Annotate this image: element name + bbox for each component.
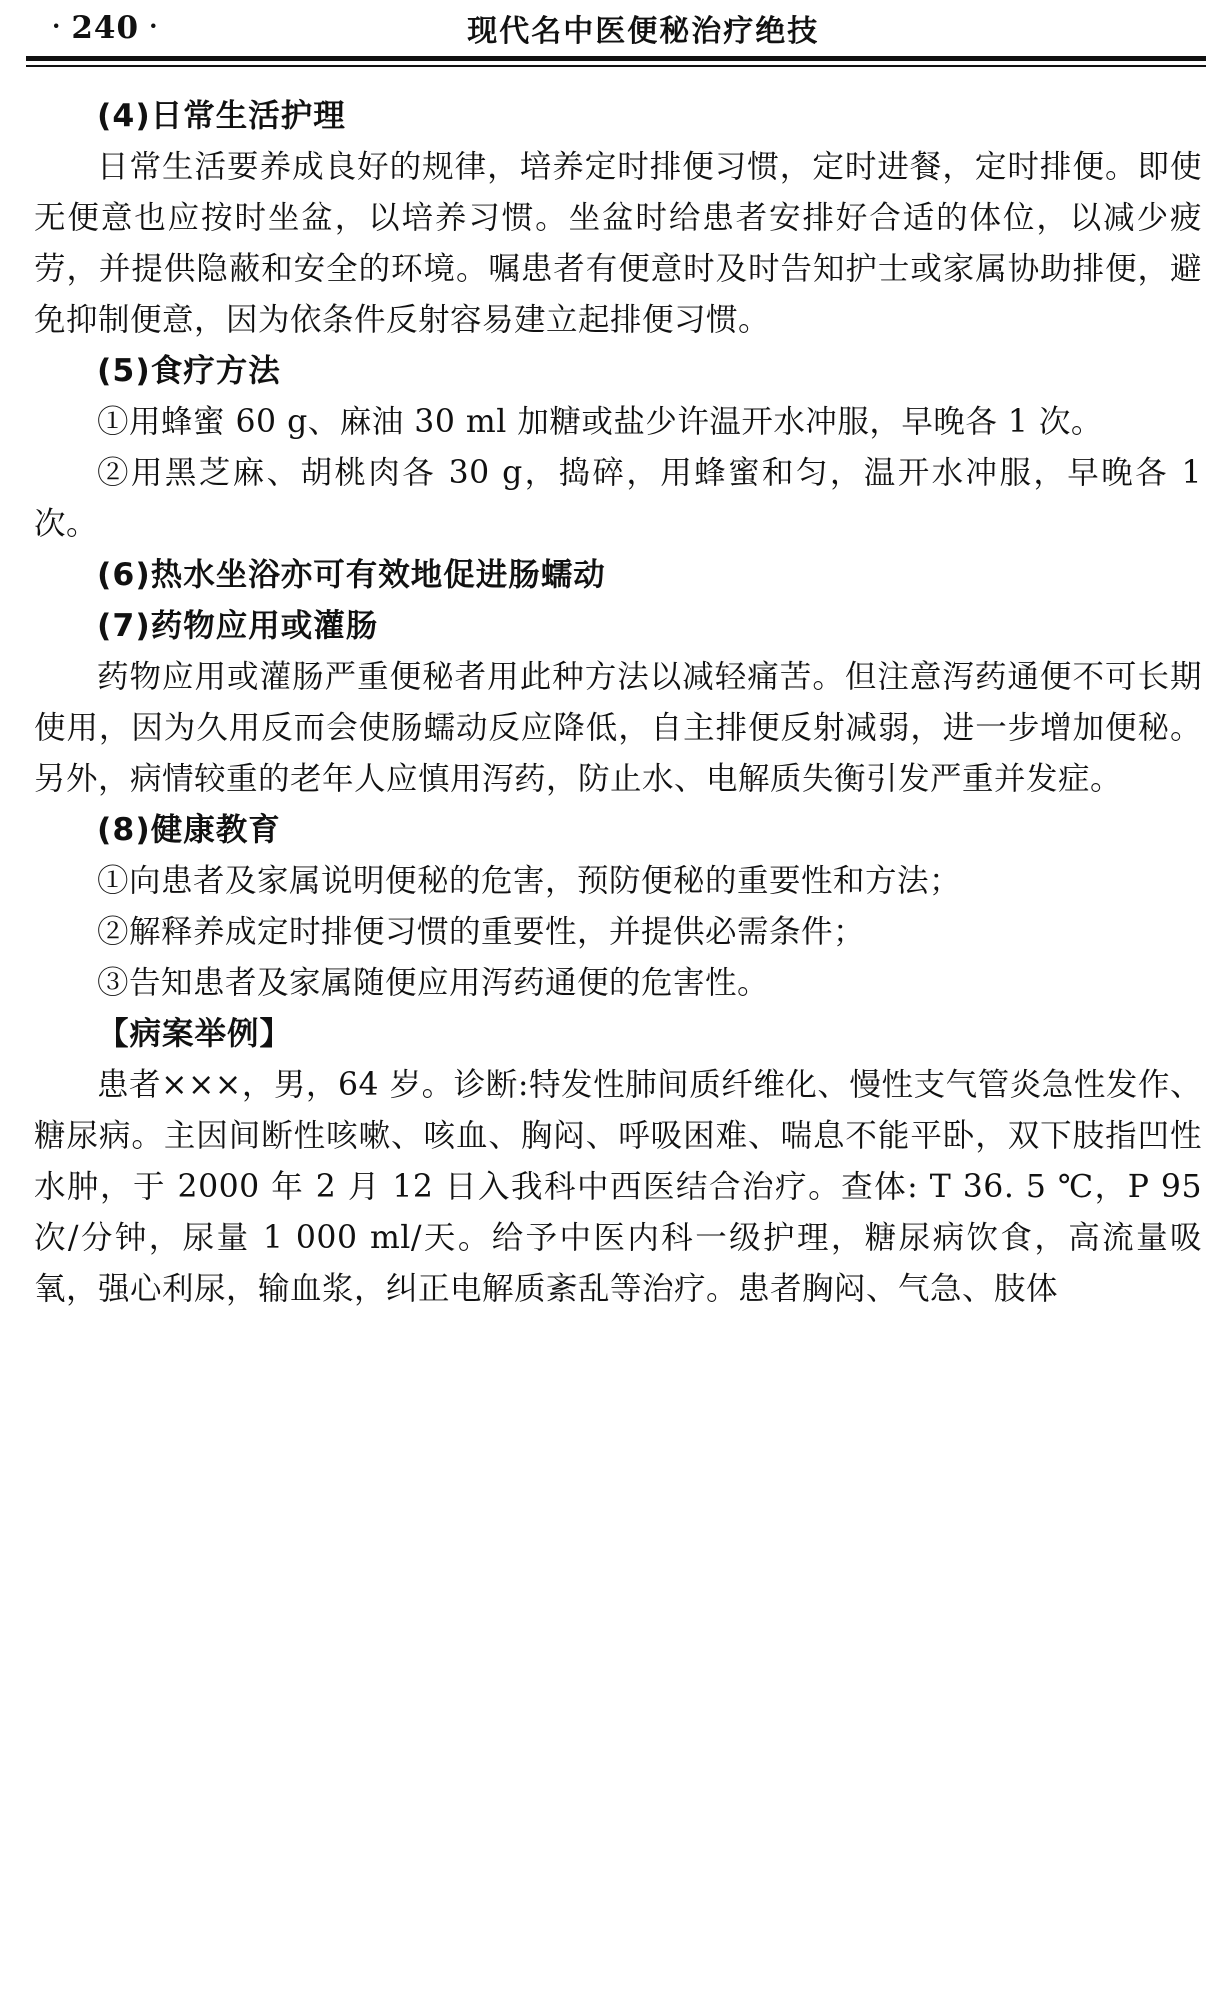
page-number: 240 [71,10,140,46]
paragraph-medication-enema: 药物应用或灌肠严重便秘者用此种方法以减轻痛苦。但注意泻药通便不可长期使用，因为久用反而会使肠蠕动反应降低，自主排便反射减弱，进一步增加便秘。另外，病情较重的老年人应慎用泻药，防止水、电解质失衡引发严重并发症。 [34,659,1202,797]
page-content [0,67,1232,1315]
paragraph-diet-item-1: ①用蜂蜜 60 g、麻油 30 ml 加糖或盐少许温开水冲服，早晚各 1 次。 [97,404,1103,440]
paragraph-diet-item-2: ②用黑芝麻、胡桃肉各 30 g，捣碎，用蜂蜜和匀，温开水冲服，早晚各 1 次。 [34,455,1202,542]
section-heading-4: (4)日常生活护理 [97,98,346,134]
paragraph-daily-care: 日常生活要养成良好的规律，培养定时排便习惯，定时进餐，定时排便。即使无便意也应按时坐盆，以培养习惯。坐盆时给患者安排好合适的体位，以减少疲劳，并提供隐蔽和安全的环境。嘱患者有便意时及时告知护士或家属协助排便，避免抑制便意，因为依条件反射容易建立起排便习惯。 [34,149,1202,338]
running-header [0,0,1232,56]
right-dot: · [149,11,159,40]
section-heading-5: (5)食疗方法 [97,353,281,389]
paragraph-education-item-3: ③告知患者及家属随便应用泻药通便的危害性。 [97,965,770,1001]
section-heading-8: (8)健康教育 [97,812,281,848]
case-example-title: 【病案举例】 [97,1016,293,1052]
paragraph-case-example: 患者×××，男，64 岁。诊断:特发性肺间质纤维化、慢性支气管炎急性发作、糖尿病。主因间断性咳嗽、咳血、胸闷、呼吸困难、喘息不能平卧，双下肢指凹性水肿，于 2000 年 2 月 12 日入我科中西医结合治疗。查体: T 36. 5 ℃，P 95 次/分钟，尿量 1 000 ml/天。给予中医内科一级护理，糖尿病饮食，高流量吸氧，强心利尿，输血浆，纠正电解质紊乱等治疗。患者胸闷、气急、肢体 [34,1067,1202,1307]
book-title: 现代名中医便秘治疗绝技 [467,14,820,49]
paragraph-education-item-1: ①向患者及家属说明便秘的危害，预防便秘的重要性和方法； [97,863,962,899]
header-rule-thick [26,56,1206,61]
paragraph-education-item-2: ②解释养成定时排便习惯的重要性，并提供必需条件； [97,914,866,950]
section-heading-7: (7)药物应用或灌肠 [97,608,379,644]
section-heading-6: (6)热水坐浴亦可有效地促进肠蠕动 [97,557,606,593]
left-dot: · [52,11,62,40]
header-rules [0,56,1232,67]
